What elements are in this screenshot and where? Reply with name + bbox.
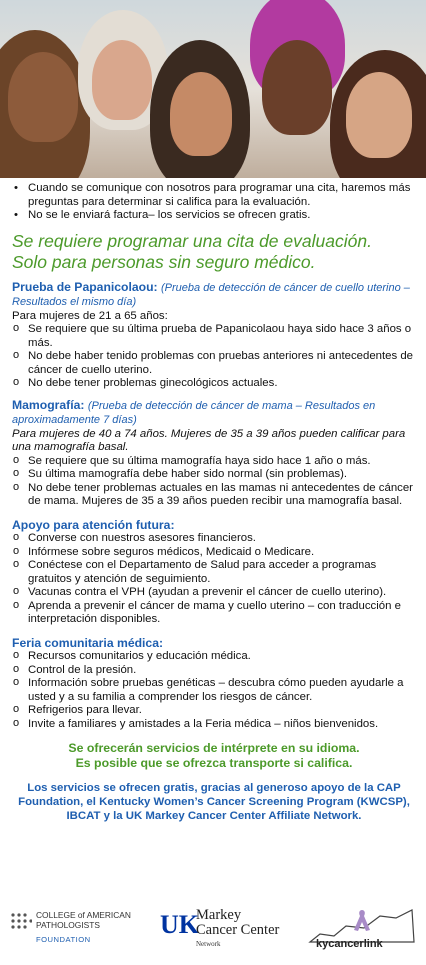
- list-item: o Vacunas contra el VPH (ayudan a prevenir el cáncer de cuello uterino).: [12, 586, 416, 600]
- uk-mark-icon: UK: [160, 910, 199, 939]
- list-item: o Converse con nuestros asesores financieros.: [12, 532, 416, 546]
- mammo-list: [12, 455, 416, 509]
- list-item: • Cuando se comunique con nosotros para programar una cita, haremos más preguntas para determinar si califica para la evaluación.: [12, 182, 416, 209]
- mammo-title: Mamografía: (Prueba de detección de cáncer de mama – Resultados en aproximadamente 7 días): [12, 397, 376, 426]
- list-item: o Refrigerios para llevar.: [12, 704, 416, 718]
- pap-subtitle: (Prueba de detección de cáncer de cuello uterino – Resultados el mismo día): [12, 281, 410, 308]
- mammo-intro: Para mujeres de 40 a 74 años. Mujeres de 35 a 39 años pueden calificar para una mamografía basal.: [12, 427, 406, 453]
- pap-list: [12, 323, 416, 391]
- hero-photo: [0, 0, 426, 178]
- interpreter-note: Se ofrecerán servicios de intérprete en su idioma. Es posible que se ofrezca transporte si califica.: [68, 741, 360, 770]
- list-item: o Se requiere que su última mamografía haya sido hace 1 año o más.: [12, 455, 416, 469]
- fair-list: [12, 650, 416, 731]
- mammo-subtitle: (Prueba de detección de cáncer de mama – Resultados en aproximadamente 7 días): [12, 399, 376, 426]
- pap-intro: Para mujeres de 21 a 65 años:: [12, 309, 168, 322]
- kycancerlink-logo: kycancerlink: [306, 906, 418, 956]
- intro-bullets: [12, 182, 416, 223]
- list-item: o Conéctese con el Departamento de Salud para acceder a programas gratuitos y atención de seguimiento.: [12, 559, 416, 586]
- list-item: o No debe haber tenido problemas con pruebas anteriores ni antecedentes de cáncer de cuello uterino.: [12, 350, 416, 377]
- fair-title: Feria comunitaria médica:: [12, 635, 164, 650]
- markey-cancer-center-logo: UK Markey Cancer Center Network: [160, 907, 280, 948]
- cap-dots-icon: [10, 912, 32, 934]
- list-item: o Aprenda a prevenir el cáncer de mama y cuello uterino – con traducción e interpretación disponibles.: [12, 600, 416, 627]
- funding-note: Los servicios se ofrecen gratis, gracias al generoso apoyo de la CAP Foundation, el Kentucky Women’s Cancer Screening Program (KWCSP), IBCAT y la UK Markey Cancer Center Affiliate Network.: [18, 782, 410, 822]
- list-item: o Recursos comunitarios y educación médica.: [12, 650, 416, 664]
- list-item: o Infórmese sobre seguros médicos, Medicaid o Medicare.: [12, 546, 416, 560]
- cap-foundation-logo: COLLEGE of AMERICAN PATHOLOGISTS FOUNDATION: [10, 908, 160, 952]
- list-item: o Invite a familiares y amistades a la Feria médica – niños bienvenidos.: [12, 718, 416, 732]
- list-item: o No debe tener problemas actuales en las mamas ni antecedentes de cáncer de mama. Mujeres de 35 a 39 años pueden recibir una mamografía basal.: [12, 482, 416, 509]
- tagline: Se requiere programar una cita de evaluación. Solo para personas sin seguro médico.: [12, 230, 372, 272]
- list-item: o Control de la presión.: [12, 664, 416, 678]
- list-item: o No debe tener problemas ginecológicos actuales.: [12, 377, 416, 391]
- list-item: o Información sobre pruebas genéticas – descubra cómo pueden ayudarle a usted y a su familia a comprender los riesgos de cáncer.: [12, 677, 416, 704]
- list-item: o Su última mamografía debe haber sido normal (sin problemas).: [12, 468, 416, 482]
- support-list: [12, 532, 416, 627]
- support-title: Apoyo para atención futura:: [12, 517, 175, 532]
- logo-strip: [0, 900, 426, 965]
- pap-title: Prueba de Papanicolaou: (Prueba de detección de cáncer de cuello uterino – Resultados el mismo día): [12, 279, 410, 308]
- list-item: • No se le enviará factura– los servicios se ofrecen gratis.: [12, 209, 416, 223]
- list-item: o Se requiere que su última prueba de Papanicolaou haya sido hace 3 años o más.: [12, 323, 416, 350]
